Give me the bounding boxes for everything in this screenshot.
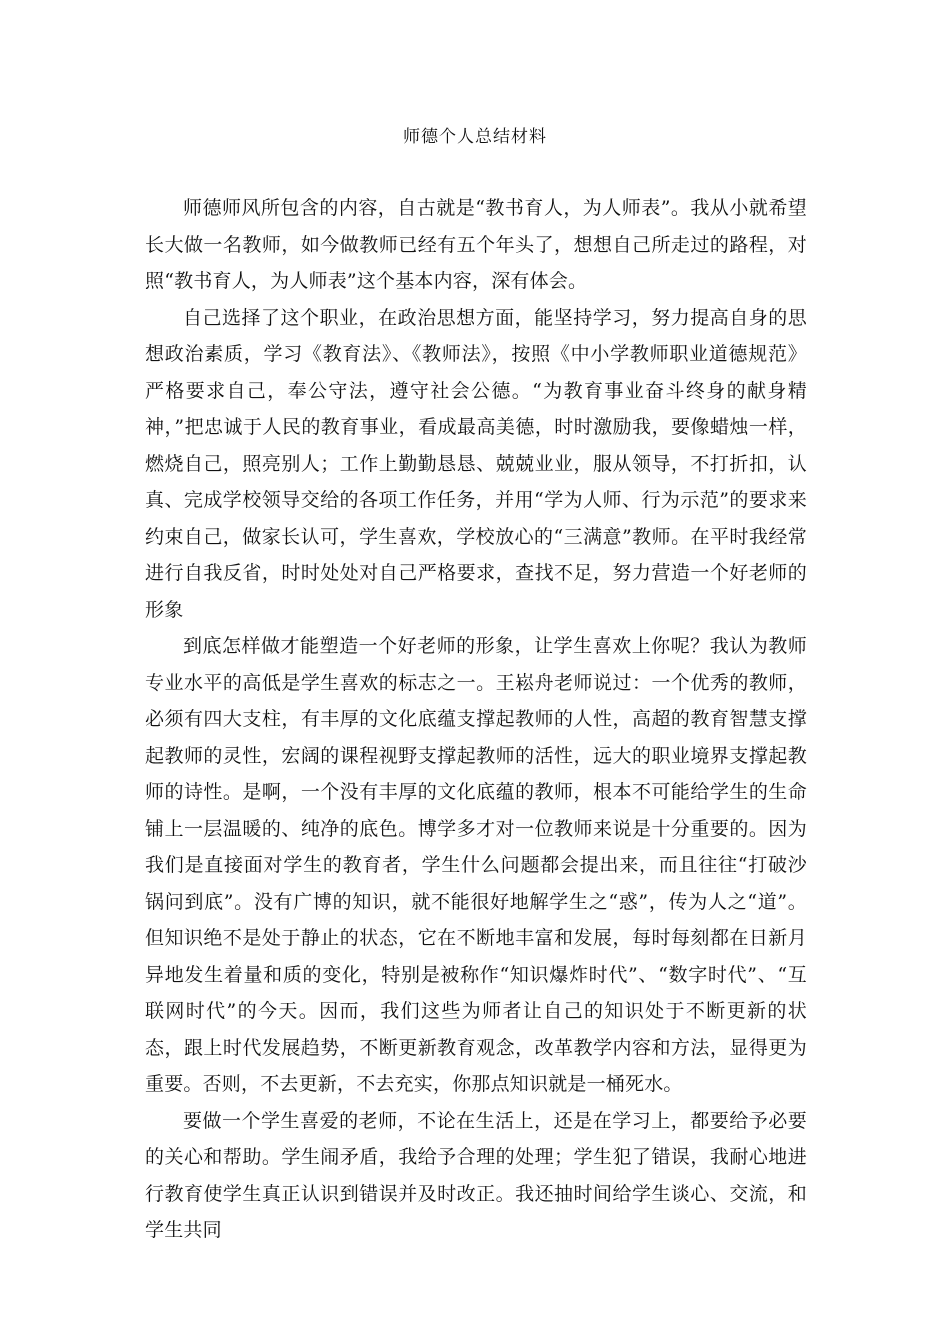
paragraph-1: 师德师风所包含的内容，自古就是“教书育人，为人师表”。我从小就希望长大做一名教师，如今做教师已经有五个年头了，想想自己所走过的路程，对照“教书育人，为人师表”这个基本内容，深有体会。 [145, 197, 807, 292]
paragraph-4: 要做一个学生喜爱的老师，不论在生活上，还是在学习上，都要给予必要的关心和帮助。学生闹矛盾，我给予合理的处理；学生犯了错误，我耐心地进行教育使学生真正认识到错误并及时改正。我还抽时间给学生谈心、交流，和学生共同 [145, 1109, 807, 1241]
document-title: 师德个人总结材料 [403, 127, 547, 147]
paragraph-2: 自己选择了这个职业，在政治思想方面，能坚持学习，努力提高自身的思想政治素质，学习《教育法》、《教师法》，按照《中小学教师职业道德规范》严格要求自己，奉公守法，遵守社会公德。“为教育事业奋斗终身的献身精神，”把忠诚于人民的教育事业，看成最高美德，时时激励我，要像蜡烛一样，燃烧自己，照亮别人；工作上勤勤恳恳、兢兢业业，服从领导，不打折扣，认真、完成学校领导交给的各项工作任务，并用“学为人师、行为示范”的要求来约束自己，做家长认可，学生喜欢，学校放心的“三满意”教师。在平时我经常进行自我反省，时时处处对自己严格要求，查找不足，努力营造一个好老师的形象 [145, 306, 807, 621]
document-body [145, 190, 807, 1249]
paragraph-3: 到底怎样做才能塑造一个好老师的形象，让学生喜欢上你呢？我认为教师专业水平的高低是学生喜欢的标志之一。王崧舟老师说过：一个优秀的教师，必须有四大支柱，有丰厚的文化底蕴支撑起教师的人性，高超的教育智慧支撑起教师的灵性，宏阔的课程视野支撑起教师的活性，远大的职业境界支撑起教师的诗性。是啊，一个没有丰厚的文化底蕴的教师，根本不可能给学生的生命铺上一层温暖的、纯净的底色。博学多才对一位教师来说是十分重要的。因为我们是直接面对学生的教育者，学生什么问题都会提出来，而且往往“打破沙锅问到底”。没有广博的知识，就不能很好地解学生之“惑”，传为人之“道”。但知识绝不是处于静止的状态，它在不断地丰富和发展，每时每刻都在日新月异地发生着量和质的变化，特别是被称作“知识爆炸时代”、“数字时代”、“互联网时代”的今天。因而，我们这些为师者让自己的知识处于不断更新的状态，跟上时代发展趋势，不断更新教育观念，改革教学内容和方法，显得更为重要。否则，不去更新，不去充实，你那点知识就是一桶死水。 [145, 635, 807, 1095]
